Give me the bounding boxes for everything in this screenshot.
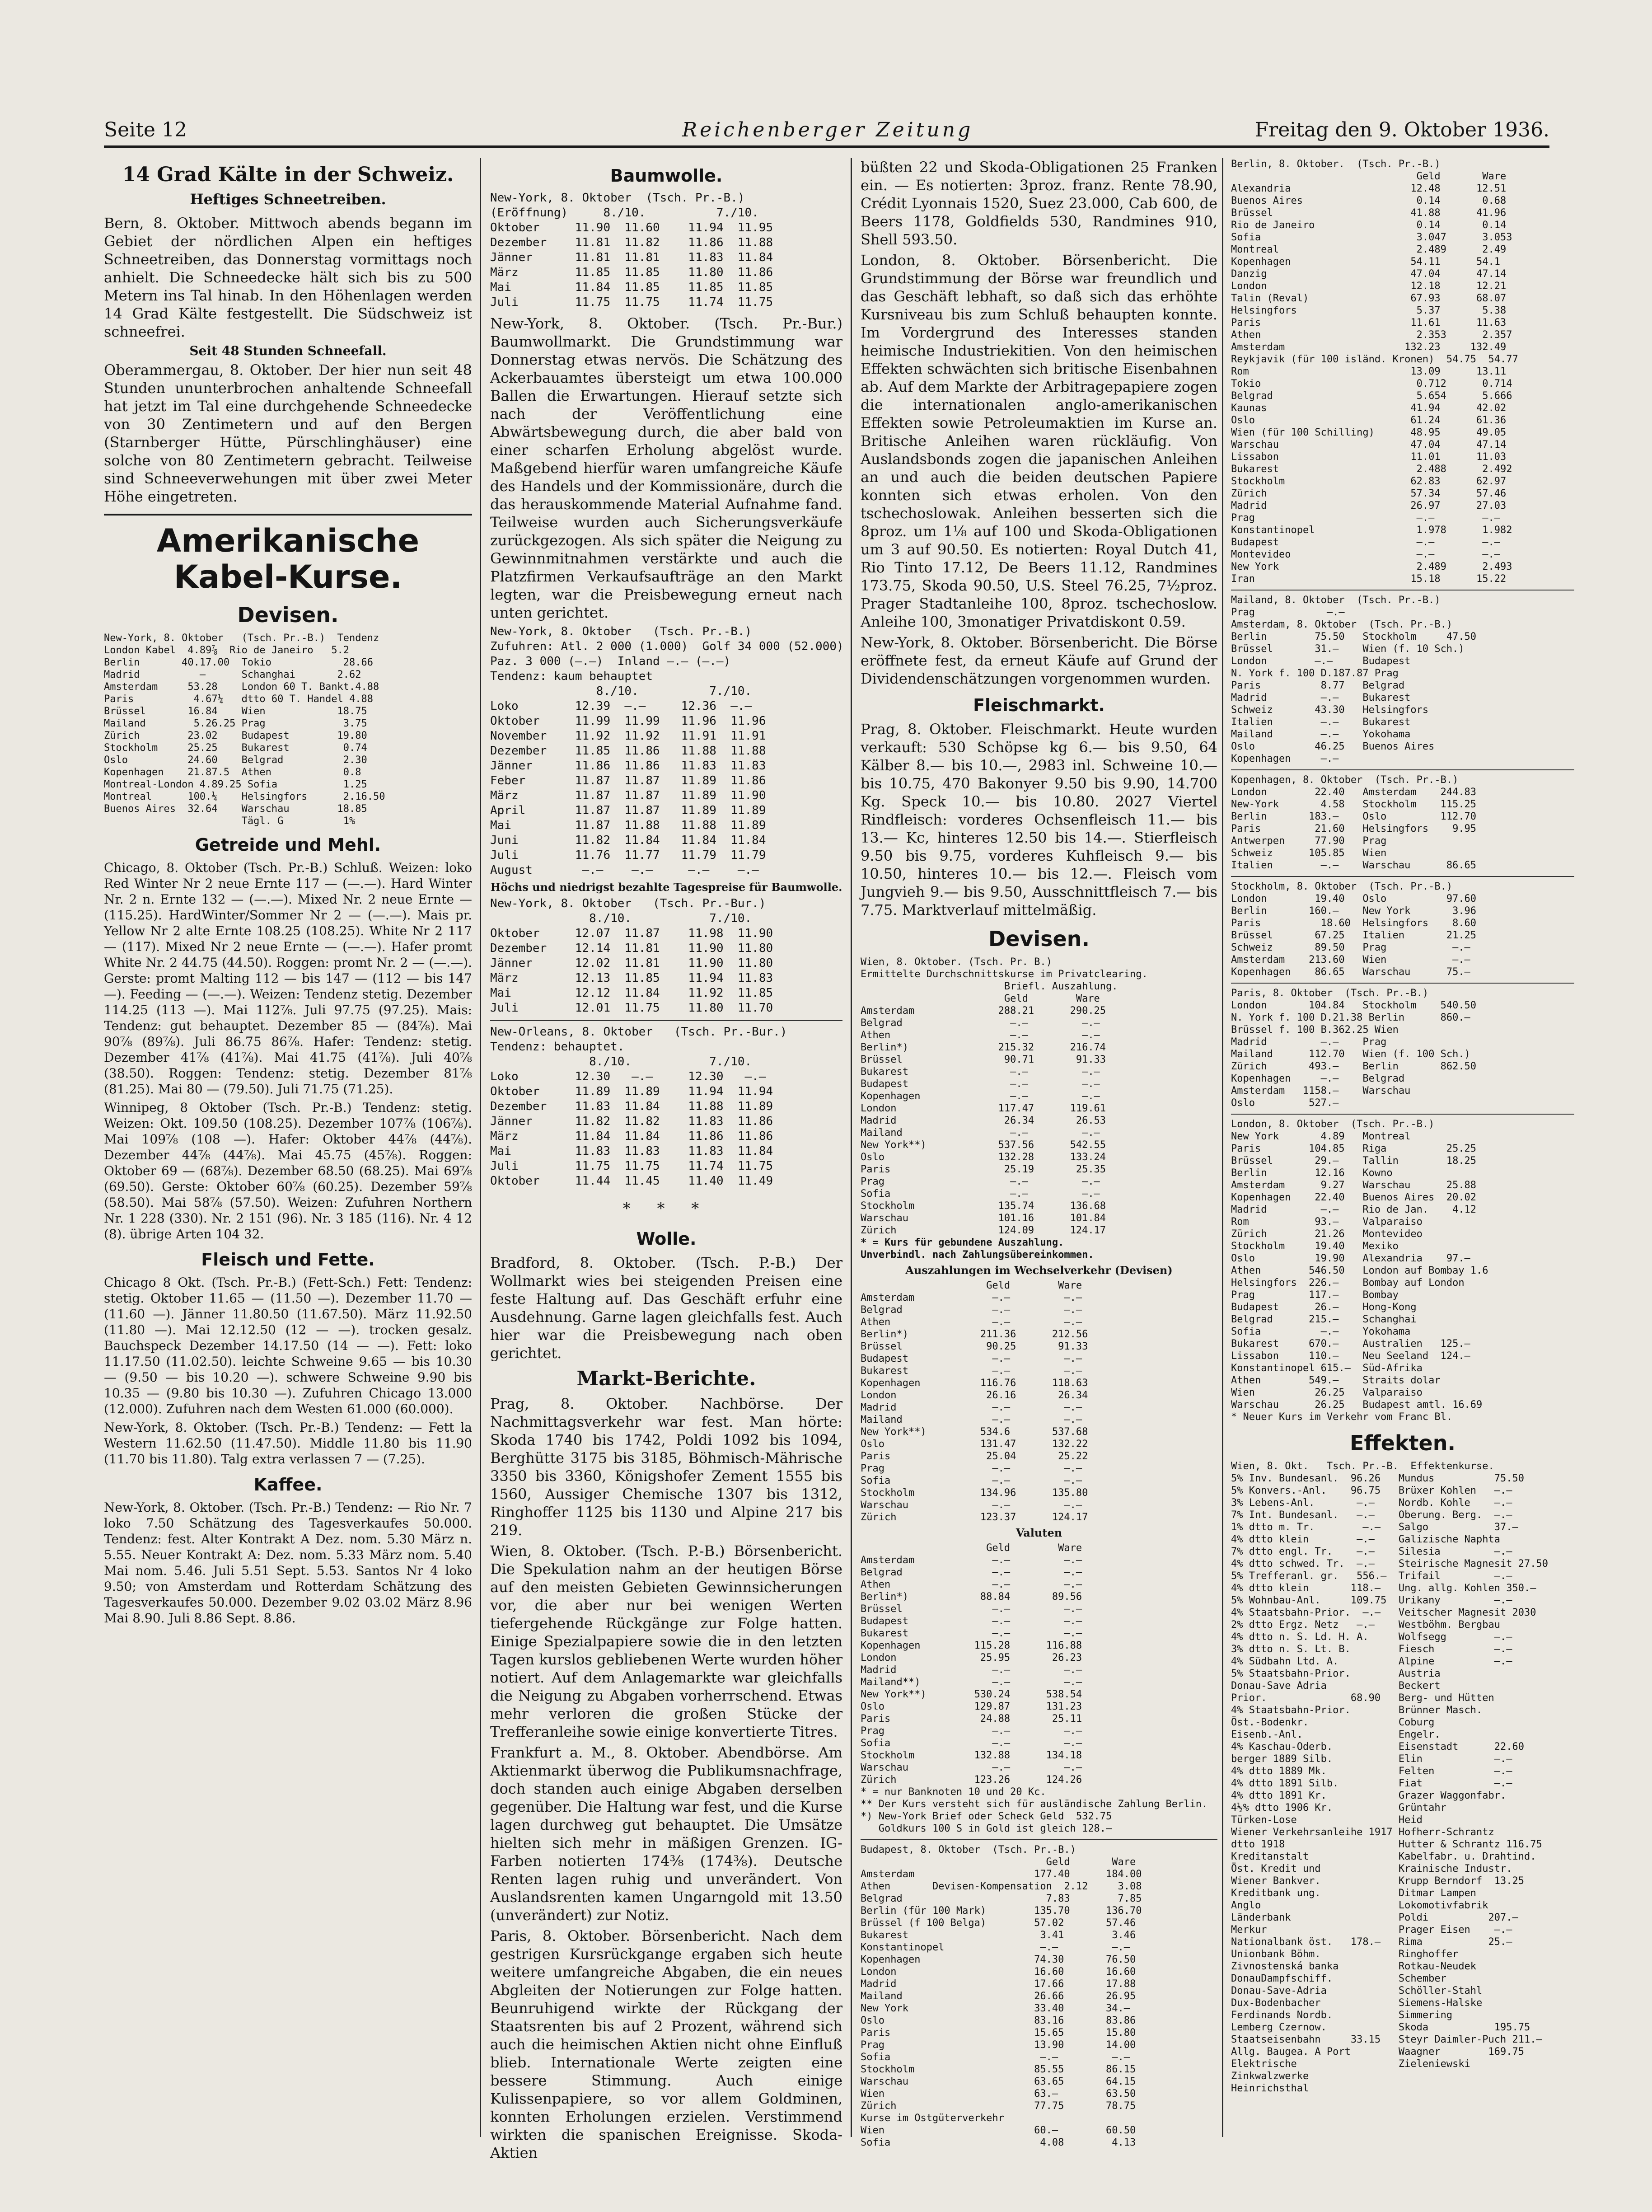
separator-stars: * * * [622, 1200, 710, 1218]
fleisch-newyork: New-York, 8. Oktober. (Tsch. Pr.-B.) Tendenz: — Fett la Western 11.62.50 (11.47.50). Middle 11.80 bis 11.90 (11.70 bis 11.80). Talg extra verlassen 7 — (7.25). [104, 1420, 472, 1467]
devisen-table: New-York, 8. Oktober (Tsch. Pr.-B.) Tendenz London Kabel 4.89⅞ Rio de Janeiro 5.2 Berlin 40.17.00 Tokio 28.66 Madrid — Schanghai 2.62 Amsterdam 53.28 London 60 T. Bankt.4.88 Paris 4.67¼ dtto 60 T. Handel 4.88 Brüssel 16.84 Wien 18.75 Mailand 5.26.25 Prag 3.75 Zürich 23.02 Budapest 19.80 Stockholm 25.25 Bukarest 0.74 Oslo 24.60 Belgrad 2.30 Kopenhagen 21.87.5 Athen 0.8 Montreal-London 4.89.25 Sofia 1.25 Montreal 100.¼ Helsingfors 2.16.50 Buenos Aires 32.64 Warschau 18.85 Tägl. G 1% [104, 633, 385, 827]
article-body-cold: Bern, 8. Oktober. Mittwoch abends begann im Gebiet der nördlichen Alpen ein heftiges Schneetreiben, das Donnerstag vormittags noch anhielt. Die Schneedecke hält sich bis zu 500 Metern ins Tal hinab. In den Höhenlagen werden 14 Grad Kälte festgestellt. Die Südschweiz ist schneefrei. [104, 215, 472, 340]
article-body-snow: Oberammergau, 8. Oktober. Der hier nun seit 48 Stunden ununterbrochen anhaltende Schneefall hat jetzt im Tal eine durchgehende Schneedecke von 30 Zentimetern und auf den Bergen (Starnberger Hütte, Pürschlinghäuser) eine solche von 80 Zentimetern gebracht. Teilweise sind Schneeverwehungen mit über zwei Meter Höhe eingetreten. [104, 361, 472, 505]
getreide-winnipeg: Winnipeg, 8 Oktober (Tsch. Pr.-B.) Tendenz: stetig. Weizen: Okt. 109.50 (108.25). Dezember 107⅞ (106⅞). Mai 109⅞ (108 —). Hafer: Oktober 44⅞ (44⅞). Dezember 44⅞ (44⅞). Mai 45.75 (45⅞). Roggen: Oktober 69 — (68⅞). Dezember 68.50 (68.25). Mai 69⅞ (69.50). Gerste: Oktober 60⅞ (60.25). Dezember 59⅞ (58.50). Mai 58⅞ (57.50). Weizen: Zufuhren Northern Nr. 1 228 (330). Nr. 2 151 (96). Nr. 3 185 (116). Nr. 4 12 (8). übrige Arten 104 32. [104, 1100, 472, 1242]
budapest-footer: Kurse im Ostgüterverkehr Wien 60.— 60.50 Sofia 4.08 4.13 [861, 2113, 1136, 2148]
issue-date: Freitag den 9. Oktober 1936. [1254, 118, 1549, 141]
article-subhead-cold: Heftiges Schneetreiben. [190, 191, 386, 208]
table-rule [1231, 876, 1574, 877]
section-title-markt: Markt-Berichte. [576, 1367, 756, 1390]
section-title-getreide: Getreide und Mehl. [195, 835, 381, 855]
column-1 [104, 158, 472, 2146]
baumwolle-table-schluss: New-York, 8. Oktober (Tsch. Pr.-B.) Zufuhren: Atl. 2 000 (1.000) Golf 34 000 (52.000) Paz. 3 000 (—.—) Inland —.— (—.—) Tendenz: kaum behauptet 8./10. 7./10. Loko 12.39 —.— 12.36 —.— Oktober 11.99 11.99 11.96 11.96 November 11.92 11.92 11.91 11.91 Dezember 11.85 11.86 11.88 11.88 Jänner 11.86 11.86 11.83 11.83 Feber 11.87 11.87 11.89 11.86 März 11.87 11.87 11.89 11.90 April 11.87 11.87 11.89 11.89 Mai 11.87 11.88 11.88 11.89 Juni 11.82 11.84 11.84 11.84 Juli 11.76 11.77 11.79 11.79 August —.— —.— —.— —.— [490, 625, 844, 877]
wolle-report: Bradford, 8. Oktober. (Tsch. P.-B.) Der Wollmarkt wies bei steigenden Preisen eine feste Haltung auf. Das Geschäft erfuhr eine Ausdehnung. Garne lagen gleichfalls fest. Auch hier war die Preisbewegung nach oben gerichtet. [490, 1254, 842, 1362]
kaffee-newyork: New-York, 8. Oktober. (Tsch. Pr.-B.) Tendenz: — Rio Nr. 7 loko 7.50 Schätzung des Tagesverkaufes 50.000. Tendenz: fest. Alter Kontrakt A Dez. nom. 5.30 März n. 5.55. Neuer Kontrakt A: Dez. nom. 5.33 März nom. 5.40 Mai nom. 5.46. Juli 5.51 Sept. 5.53. Santos Nr 4 loko 9.50; von Amsterdam und Rotterdam Schätzung des Tagesverkaufes 50.000. Dezember 9.02 03.02 März 8.96 Mai 8.90. Juli 8.86 Sept. 8.86. [104, 1500, 472, 1626]
section-title-fleischmarkt: Fleischmarkt. [973, 695, 1105, 715]
london-report: London, 8. Oktober. Börsenbericht. Die Grundstimmung der Börse war freundlich und das Geschäft lebhaft, so daß sich das erhöhte Kursniveau bis zum Schluß behaupten konnte. Im Vordergrund des Interesses standen heimische Industriekitien. Von den heimischen Effekten schwächten sich britische Eisenbahnen ab. Auf dem Markte der Arbitragepapiere zogen die internationalen anglo-amerikanischen Effekten sowie Petroleumaktien im Kurse an. Britische Anleihen waren rückläufig. Von Auslandsbonds zogen die japanischen Anleihen an und auch die beiden deutschen Papiere konnten sich etwas erholen. Von den tschechoslowak. Anleihen besserten sich die 8proz. um 1⅛ auf 100 und Skoda-Obligationen um 3 auf 90.50. Es notierten: Royal Dutch 41, Rio Tinto 17.12, De Beers 11.12, Randmines 173.75, Skoda 90.50, U.S. Steel 76.25, 7½proz. Prager Stadtanleihe 100, 8proz. tschechoslow. Anleihe 100, 3monatiger Privatdiskont 0.59. [861, 252, 1217, 630]
paris-continued: büßten 22 und Skoda-Obligationen 25 Franken ein. — Es notierten: 3proz. franz. Rente 78.90, Crédit Lyonnais 1520, Suez 23.000, Cab 600, de Beers 1178, Goldfields 530, Randmines 910, Shell 593.50. [861, 159, 1217, 248]
paris-table: Paris, 8. Oktober (Tsch. Pr.-B.) London 104.84 Stockholm 540.50 N. York f. 100 D.21.38 Berlin 860.— Brüssel f. 100 B.362.25 Wien Madrid —.— Prag Mailand 112.70 Wien (f. 100 Sch.) Zürich 493.— Berlin 862.50 Kopenhagen —.— Belgrad Amsterdam 1158.— Warschau Oslo 527.— [1231, 988, 1477, 1109]
section-title-kaffee: Kaffee. [253, 1475, 323, 1495]
valuten-title: Valuten [1016, 1526, 1062, 1539]
column-3 [861, 158, 1217, 2146]
table-rule [1231, 769, 1574, 770]
wien-notes: * = Kurs für gebundene Auszahlung. Unverbindl. nach Zahlungsübereinkommen. [861, 1237, 1094, 1261]
article-headline-cold: 14 Grad Kälte in der Schweiz. [122, 163, 454, 186]
section-title-effekten: Effekten. [1350, 1431, 1455, 1455]
table-rule [490, 1020, 842, 1021]
table-rule [861, 1839, 1217, 1840]
fleischmarkt-report: Prag, 8. Oktober. Fleischmarkt. Heute wurden verkauft: 530 Schöpse kg 6.— bis 9.50, 64 Kälber 8.— bis 10.—, 2983 inl. Schweine 10.— bis 10.75, 470 Bakonyer 9.50 bis 9.90, 14.700 Kg. Speck 10.— bis 10.80. 2027 Viertel Rindfleisch: vorderes Ochsenfleisch 11.— bis 13.— Kc, hinteres 12.50 bis 14.—. Stierfleisch 9.50 bis 9.75, vorderes Kuhfleisch 9.— bis 10.50, hinteres 10.— bis 12.—. Fleisch vom Jungvieh 9.— bis 9.50, Ausschnittfleisch 7.— bis 7.75. Marktverlauf mittelmäßig. [861, 721, 1217, 919]
header-rule [104, 145, 1549, 148]
wien-devisen-table: Wien, 8. Oktober. (Tsch. Pr. B.) Ermittelte Durchschnittskurse im Privatclearing. Briefl. Auszahlung. Geld Ware Amsterdam 288.21 290.25 Belgrad —.— —.— Athen —.— —.— Berlin*) 215.32 216.74 Brüssel 90.71 91.33 Bukarest —.— —.— Budapest —.— —.— Kopenhagen —.— —.— London 117.47 119.61 Madrid 26.34 26.53 Mailand —.— —.— New York**) 537.56 542.55 Oslo 132.28 133.24 Paris 25.19 25.35 Prag —.— —.— Sofia —.— —.— Stockholm 135.74 136.68 Warschau 101.16 101.84 Zürich 124.09 124.17 [861, 956, 1148, 1236]
table-rule [1231, 983, 1574, 984]
markt-wien: Wien, 8. Oktober. (Tsch. P.-B.) Börsenbericht. Die Spekulation nahm an der heutigen Börse auf den meisten Gebieten Gewinnsicherungen vor, die aber nur bei wenigen Werten tiefergehende Rückgänge zur Folge hatten. Einige Spezialpapiere sowie die in den letzten Tagen kurslos gebliebenen Werte wurden höher notiert. Auf dem Anlagemarkte war gleichfalls die Neigung zu Abgaben vorherrschend. Etwas mehr verloren die großen Stücke der Trefferanleihe sowie einige konvertierte Titres. [490, 1542, 842, 1740]
column-divider [480, 158, 481, 2137]
section-title-devisen: Devisen. [237, 603, 339, 627]
section-title-devisen-wien: Devisen. [988, 927, 1090, 951]
valuten-notes: * = nur Banknoten 10 und 20 Kc. ** Der Kurs versteht sich für ausländische Zahlung Berlin. *) New-York Brief oder Scheck Geld 532.75 Goldkurs 100 S in Gold ist gleich 128.— [861, 1786, 1208, 1834]
berlin-table: Berlin, 8. Oktober. (Tsch. Pr.-B.) Geld Ware Alexandria 12.48 12.51 Buenos Aires 0.14 0.68 Brüssel 41.88 41.96 Rio de Janeiro 0.14 0.14 Sofia 3.047 3.053 Montreal 2.489 2.49 Kopenhagen 54.11 54.1 Danzig 47.04 47.14 London 12.18 12.21 Talin (Reval) 67.93 68.07 Helsingfors 5.37 5.38 Paris 11.61 11.63 Athen 2.353 2.357 Amsterdam 132.23 132.49 Reykjavik (für 100 isländ. Kronen) 54.75 54.77 Rom 13.09 13.11 Tokio 0.712 0.714 Belgrad 5.654 5.666 Kaunas 41.94 42.02 Oslo 61.24 61.36 Wien (für 100 Schilling) 48.95 49.05 Warschau 47.04 47.14 Lissabon 11.01 11.03 Bukarest 2.488 2.492 Stockholm 62.83 62.97 Zürich 57.34 57.46 Madrid 26.97 27.03 Prag —.— —.— Konstantinopel 1.978 1.982 Budapest —.— —.— Montevideo —.— —.— New York 2.489 2.493 Iran 15.18 15.22 [1231, 159, 1518, 585]
markt-paris: Paris, 8. Oktober. Börsenbericht. Nach dem gestrigen Kursrückgange ergaben sich heute weitere umfangreiche Abgaben, die ein neues Abgleiten der Notierungen zur Folge hatten. Beunruhigend wirkte der Rückgang der Staatsrenten bis auf 2 Prozent, während sich auch die heimischen Aktien nicht ohne Einfluß blieb. Internationale Werte zeigten eine bessere Stimmung. Auch einige Kulissenpapiere, so vor allem Goldminen, konnten Erholungen erzielen. Verstimmend wirkten die spanischen Ereignisse. Skoda-Aktien [490, 1927, 842, 2161]
baumwolle-hoechst-title: Höchs und niedrigst bezahlte Tagespreise für Baumwolle. [490, 881, 842, 894]
page-header [104, 118, 1549, 145]
section-rule [104, 514, 472, 516]
article-headline-snow: Seit 48 Stunden Schneefall. [189, 343, 387, 358]
wechsel-title: Auszahlungen im Wechselverkehr (Devisen) [905, 1264, 1173, 1277]
column-divider [1222, 158, 1223, 2137]
column-4 [1231, 158, 1574, 2146]
table-rule [1231, 1114, 1574, 1115]
valuten-table: Geld Ware Amsterdam —.— —.— Belgrad —.— —.— Athen —.— —.— Berlin*) 88.84 89.56 Brüssel —.— —.— Budapest —.— —.— Bukarest —.— —.— Kopenhagen 115.28 116.88 London 25.95 26.23 Madrid —.— —.— Mailand**) —.— —.— New York**) 530.24 538.54 Oslo 129.87 131.23 Paris 24.88 25.11 Prag —.— —.— Sofia —.— —.— Stockholm 132.88 134.18 Warschau —.— —.— Zürich 123.26 124.26 [861, 1542, 1082, 1786]
markt-prag: Prag, 8. Oktober. Nachbörse. Der Nachmittagsverkehr war fest. Man hörte: Skoda 1740 bis 1742, Poldi 1092 bis 1094, Berghütte 3175 bis 3185, Böhmisch-Mährische 3350 bis 3360, Königshofer Zement 1555 bis 1560, Aussiger Chemische 1307 bis 1312, Ringhoffer 1125 bis 1130 und Alpine 217 bis 219. [490, 1395, 842, 1539]
wechsel-table: Geld Ware Amsterdam —.— —.— Belgrad —.— —.— Athen —.— —.— Berlin*) 211.36 212.56 Brüssel 90.25 91.33 Budapest —.— —.— Bukarest —.— —.— Kopenhagen 116.76 118.63 London 26.16 26.34 Madrid —.— —.— Mailand —.— —.— New York**) 534.6 537.68 Oslo 131.47 132.22 Paris 25.04 25.22 Prag —.— —.— Sofia —.— —.— Stockholm 134.96 135.80 Warschau —.— —.— Zürich 123.37 124.17 [861, 1280, 1088, 1523]
page-number: Seite 12 [104, 118, 187, 141]
column-divider [851, 158, 852, 2137]
newspaper-title: Reichenberger Zeitung [682, 118, 973, 141]
markt-frankfurt: Frankfurt a. M., 8. Oktober. Abendbörse. Am Aktienmarkt überwog die Publikumsnachfrage, doch standen auch einige Abgaben derselben gegenüber. Die Haltung war fest, und die Kurse lagen durchweg gut behauptet. Die Umsätze hielten sich mehr in mäßigen Grenzen. IG-Farben notierten 174⅜ (174⅜). Deutsche Renten lagen ruhig und unverändert. Von Auslandsrenten kamen Ungarngold mit 13.50 (unverändert) zur Notiz. [490, 1744, 842, 1924]
fleisch-chicago: Chicago 8 Okt. (Tsch. Pr.-B.) (Fett-Sch.) Fett: Tendenz: stetig. Oktober 11.65 — (11.50 —). Dezember 11.70 — (11.60 —). Jänner 11.80.50 (11.67.50). März 11.92.50 (11.80 —). Mai 12.12.50 (12 — —). trocken gesalz. Bauchspeck Dezember 14.17.50 (14 — —). Fett: loko 11.17.50 (11.02.50). leichte Schweine 9.65 — bis 10.30 — (9.50 — bis 10.20 —). schwere Schweine 9.90 bis 10.35 — (9.80 bis 10.30 —). Zufuhren Chicago 13.000 (12.000). Zufuhren nach dem Westen 61.000 (60.000). [104, 1275, 472, 1416]
baumwolle-table-neworleans: New-Orleans, 8. Oktober (Tsch. Pr.-Bur.) Tendenz: behauptet. 8./10. 7./10. Loko 12.30 —.— 12.30 —.— Oktober 11.89 11.89 11.94 11.94 Dezember 11.83 11.84 11.88 11.89 Jänner 11.82 11.82 11.83 11.86 März 11.84 11.84 11.86 11.86 Mai 11.83 11.83 11.83 11.84 Juli 11.75 11.75 11.74 11.75 Oktober 11.44 11.45 11.40 11.49 [490, 1025, 787, 1188]
column-2 [490, 158, 844, 2161]
section-title-baumwolle: Baumwolle. [610, 166, 723, 186]
budapest-table: Budapest, 8. Oktober (Tsch. Pr.-B.) Geld Ware Amsterdam 177.40 184.00 Athen Devisen-Kompensation 2.12 3.08 Belgrad 7.83 7.85 Berlin (für 100 Mark) 135.70 136.70 Brüssel (f 100 Belga) 57.02 57.46 Bukarest 3.41 3.46 Konstantinopel —.— —.— Kopenhagen 74.30 76.50 London 16.60 16.60 Madrid 17.66 17.88 Mailand 26.66 26.95 New York 33.40 34.— Oslo 83.16 83.86 Paris 15.65 15.80 Prag 13.90 14.00 Sofia —.— —.— Stockholm 85.55 86.15 Warschau 63.65 64.15 Wien 63.— 63.50 Zürich 77.75 78.75 [861, 1844, 1142, 2112]
mailand-amsterdam-table: Mailand, 8. Oktober (Tsch. Pr.-B.) Prag —.— Amsterdam, 8. Oktober (Tsch. Pr.-B.) Berlin 75.50 Stockholm 47.50 Brüssel 31.— Wien (f. 10 Sch.) London —.— Budapest N. York f. 100 D.187.87 Prag Paris 8.77 Belgrad Madrid —.— Bukarest Schweiz 43.30 Helsingfors Italien —.— Bukarest Mailand —.— Yokohama Oslo 46.25 Buenos Aires Kopenhagen —.— [1231, 595, 1477, 764]
section-title-wolle: Wolle. [636, 1229, 697, 1249]
stockholm-table: Stockholm, 8. Oktober (Tsch. Pr.-B.) London 19.40 Oslo 97.60 Berlin 160.— New York 3.96 Paris 18.60 Helsingfors 8.60 Brüssel 67.25 Italien 21.25 Schweiz 89.50 Prag —.— Amsterdam 213.60 Wien —.— Kopenhagen 86.65 Warschau 75.— [1231, 881, 1477, 978]
section-title-fleisch: Fleisch und Fette. [201, 1250, 375, 1270]
london-footnote: * Neuer Kurs im Verkehr vom Franc Bl. [1231, 1411, 1453, 1423]
section-title-kabel: Amerikanische Kabel-Kurse. [156, 522, 420, 595]
baumwolle-table-hoechst: New-York, 8. Oktober (Tsch. Pr.-Bur.) 8./10. 7./10. Oktober 12.07 11.87 11.98 11.90 Dezember 12.14 11.81 11.90 11.80 Jänner 12.02 11.81 11.90 11.80 März 12.13 11.85 11.94 11.83 Mai 12.12 11.84 11.92 11.85 Juli 12.01 11.75 11.80 11.70 [490, 897, 773, 1015]
effekten-table: Wien, 8. Okt. Tsch. Pr.-B. Effektenkurse. 5% Inv. Bundesanl. 96.26 Mundus 75.50 5% Konvers.-Anl. 96.75 Brüxer Kohlen —.— 3% Lebens-Anl. —.— Nordb. Kohle —.— 7% Int. Bundesanl. —.— Oberung. Berg. —.— 1% dtto m. Tr. —.— Salgo 37.— 4% dtto klein —.— Galizische Naphta 7% dtto engl. Tr. —.— Silesia —.— 4% dtto schwed. Tr. —.— Steirische Magnesit 27.50 5% Trefferanl. gr. 556.— Trifail —.— 4% dtto klein 118.— Ung. allg. Kohlen 350.— 5% Wohnbau-Anl. 109.75 Urikany —.— 4% Staatsbahn-Prior. —.— Veitscher Magnesit 2030 2% dtto Ergz. Netz —.— Westböhm. Bergbau 4% dtto n. S. Ld. H. A. Wolfsegg —.— 3% dtto n. S. Lt. B. Fiesch —.— 4% Südbahn Ltd. A. Alpine —.— 5% Staatsbahn-Prior. Austria Donau-Save Adria Beckert Prior. 68.90 Berg- und Hütten 4% Staatsbahn-Prior. Brünner Masch. Öst.-Bodenkr. Coburg Eisenb.-Anl. Engelr. 4% Kaschau-Oderb. Eisenstadt 22.60 berger 1889 Silb. Elin —.— 4% dtto 1889 Mk. Felten —.— 4% dtto 1891 Silb. Fiat —.— 4% dtto 1891 Kr. Grazer Waggonfabr. 4½% dtto 1906 Kr. Grüntahr Türken-Lose Heid Wiener Verkehrsanleihe 1917 Hofherr-Schrantz dtto 1918 Hutter & Schrantz 116.75 Kreditanstalt Kabelfabr. u. Drahtind. Öst. Kredit und Krainische Industr. Wiener Bankver. Krupp Berndorf 13.25 Kreditbank ung. Ditmar Lampen Anglo Lokomotivfabrik Länderbank Poldi 207.— Merkur Prager Eisen —.— Nationalbank öst. 178.— Rima 25.— Unionbank Böhm. Ringhoffer Zivnostenská banka Rotkau-Neudek DonauDampfschiff. Schember Donau-Save-Adria Schöller-Stahl Dux-Bodenbacher Siemens-Halske Ferdinands Nordb. Simmering Lemberg Czernow. Skoda 195.75 Staatseisenbahn 33.15 Steyr Daimler-Puch 211.— Allg. Baugea. A Port Waagner 169.75 Elektrische Zieleniewski Zinkwalzwerke Heinrichsthal [1231, 1461, 1548, 2094]
newyork-report: New-York, 8. Oktober. Börsenbericht. Die Börse eröffnete fest, da erneut Käufe auf Grund der Dividendenschätzungen vorgenommen wurden. [861, 634, 1217, 687]
london-table: London, 8. Oktober (Tsch. Pr.-B.) New York 4.89 Montreal Paris 104.85 Riga 25.25 Brüssel 29.— Tallin 18.25 Berlin 12.16 Kowno Amsterdam 9.27 Warschau 25.88 Kopenhagen 22.40 Buenos Aires 20.02 Madrid —.— Rio de Jan. 4.12 Rom 93.— Valparaiso Zürich 21.26 Montevideo Stockholm 19.40 Mexiko Oslo 19.90 Alexandria 97.— Athen 546.50 London auf Bombay 1.6 Helsingfors 226.— Bombay auf London Prag 117.— Bombay Budapest 26.— Hong-Kong Belgrad 215.— Schanghai Sofia —.— Yokohama Bukarest 670.— Australien 125.— Lissabon 110.— Neu Seeland 124.— Konstantinopel 615.— Süd-Afrika Athen 549.— Straits dolar Wien 26.25 Valparaiso Warschau 26.25 Budapest amtl. 16.69 [1231, 1119, 1488, 1411]
baumwolle-report: New-York, 8. Oktober. (Tsch. Pr.-Bur.) Baumwollmarkt. Die Grundstimmung war Donnerstag etwas nervös. Die Schätzung des Ackerbauamtes übersteigt um etwa 100.000 Ballen die Erwartungen. Hierauf setzte sich nach der Veröffentlichung eine Abwärtsbewegung durch, die aber bald von einer scharfen Erholung abgelöst wurde. Maßgebend hierfür waren umfangreiche Käufe des Handels und der Kommissionäre, durch die das herauskommende Material Aufnahme fand. Teilweise wurden auch Sicherungsverkäufe zurückgezogen. Als sich später die Neigung zu Gewinnmitnahmen verstärkte und auch die Platzfirmen Verkaufsaufträge an den Markt legten, war die Preisbewegung erneut nach unten gerichtet. [490, 315, 842, 621]
baumwolle-table-eroeffnung: New-York, 8. Oktober (Tsch. Pr.-B.) (Eröffnung) 8./10. 7./10. Oktober 11.90 11.60 11.94 11.95 Dezember 11.81 11.82 11.86 11.88 Jänner 11.81 11.81 11.83 11.84 März 11.85 11.85 11.80 11.86 Mai 11.84 11.85 11.85 11.85 Juli 11.75 11.75 11.74 11.75 [490, 191, 773, 309]
kopenhagen-table: Kopenhagen, 8. Oktober (Tsch. Pr.-B.) London 22.40 Amsterdam 244.83 New-York 4.58 Stockholm 115.25 Berlin 183.— Oslo 112.70 Paris 21.60 Helsingfors 9.95 Antwerpen 77.90 Prag Schweiz 105.85 Wien Italien —.— Warschau 86.65 [1231, 774, 1477, 871]
getreide-chicago: Chicago, 8. Oktober (Tsch. Pr.-B.) Schluß. Weizen: loko Red Winter Nr 2 neue Ernte 117 — (—.—). Hard Winter Nr. 2 n. Ernte 132 — (—.—). Mixed Nr. 2 neue Ernte — (115.25). HardWinter/Sommer Nr 2 — (—.—). Mais pr. Yellow Nr 2 alte Ernte 108.25 (108.25). White Nr 2 117 — (117). Mixed Nr 2 neue Ernte — (—.—). Hafer promt White Nr. 2 44.75 (44.50). Roggen: promt Nr. 2 — (—.—). Gerste: promt Malting 112 — bis 147 — (112 — bis 147 —). Feeding — (—.—). Weizen: Tendenz stetig. Dezember 114.25 (113 —). Mai 112⅞. Juli 97.75 (97.25). Mais: Tendenz: gut behauptet. Dezember 85 — (84⅞). Mai 90⅞ (89⅞). Juli 86.75 86⅞. Hafer: Tendenz: stetig. Dezember 41⅞ (41⅞). Mai 41.75 (41⅞). Juli 40⅞ (38.50). Roggen: Tendenz: stetig. Dezember 81⅞ (81.25). Mai 80 — (79.50). Juli 71.75 (71.25). [104, 860, 472, 1097]
